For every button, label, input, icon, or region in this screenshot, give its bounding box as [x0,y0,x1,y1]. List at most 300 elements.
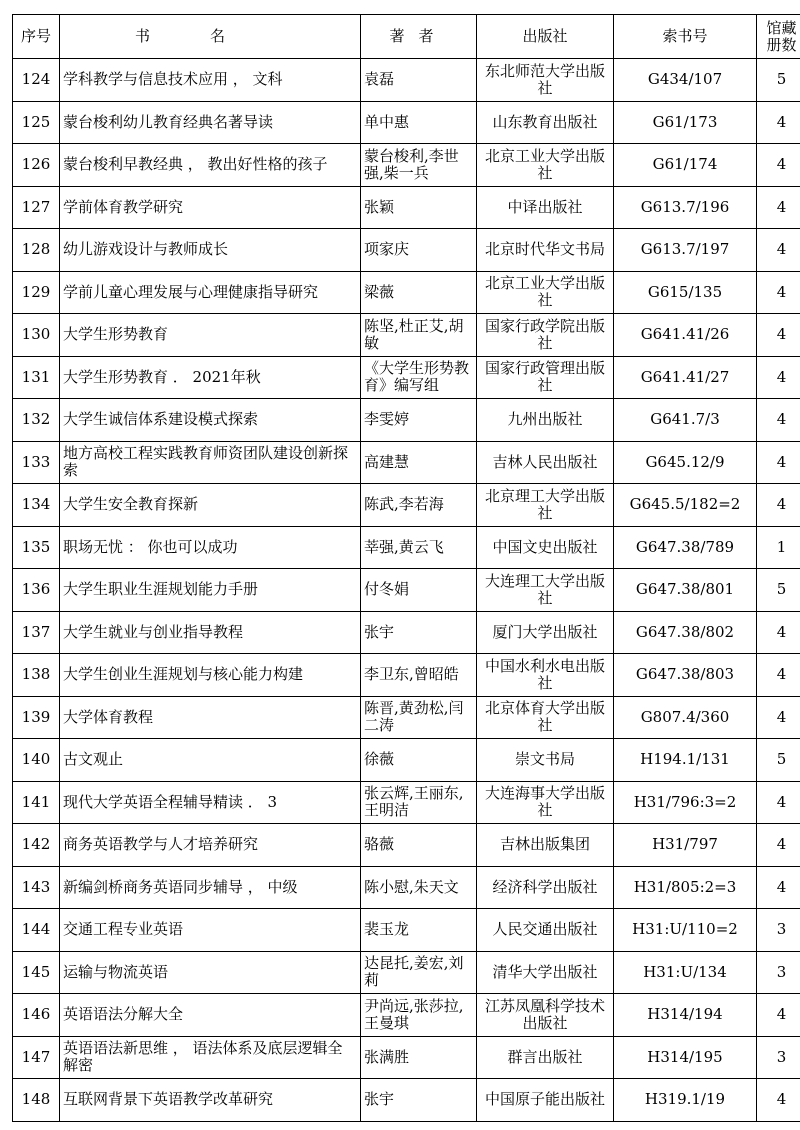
cell-no [13,1036,60,1079]
cell-no [13,994,60,1037]
cell-call-number-text: H31/797 [652,836,718,854]
cell-title-text: 古文观止 [63,751,124,769]
cell-call-number [614,441,757,484]
cell-no-text: 129 [21,283,51,301]
cell-publisher-text: 厦门大学出版社 [492,623,598,641]
cell-no [13,229,60,272]
cell-title-text: 英语语法新思维 ， 语法体系及底层逻辑全解密 [63,1040,343,1075]
cell-title-text: 学科教学与信息技术应用 ， 文科 [63,71,283,89]
cell-author [361,399,477,442]
table-row [13,399,800,442]
cell-call-number [614,1079,757,1122]
cell-no-text: 147 [21,1048,51,1066]
cell-call-number-text: G641.41/26 [640,326,730,344]
cell-no [13,271,60,314]
cell-count [757,356,800,399]
cell-title [60,654,361,697]
cell-count [757,569,800,612]
cell-publisher-text: 中国水利水电出版社 [484,657,605,692]
cell-author-text: 李卫东,曾昭皓 [364,666,459,684]
cell-publisher-text: 崇文书局 [514,751,575,769]
cell-author [361,909,477,952]
cell-author-text: 莘强,黄云飞 [364,538,444,556]
cell-publisher-text: 国家行政管理出版社 [484,360,605,395]
table-row [13,824,800,867]
cell-publisher-text: 北京工业大学出版社 [484,147,605,182]
cell-no-text: 133 [21,453,51,471]
cell-count [757,526,800,569]
cell-author [361,824,477,867]
cell-call-number-text: G645.12/9 [645,453,725,471]
cell-title [60,59,361,102]
cell-call-number-text: H31:U/110=2 [632,921,738,939]
cell-publisher [477,441,614,484]
cell-call-number [614,101,757,144]
cell-publisher-text: 国家行政学院出版社 [484,317,605,352]
table-row [13,101,800,144]
cell-title [60,1079,361,1122]
cell-publisher [477,314,614,357]
cell-publisher-text: 山东教育出版社 [492,113,598,131]
cell-author [361,654,477,697]
cell-publisher-text: 北京体育大学出版社 [484,700,605,735]
cell-title [60,1036,361,1079]
cell-author [361,314,477,357]
table-row [13,611,800,654]
cell-count [757,314,800,357]
cell-call-number-text: G615/135 [647,283,723,301]
cell-title [60,526,361,569]
cell-author [361,1079,477,1122]
cell-title-text: 互联网背景下英语教学改革研究 [63,1091,274,1109]
cell-no-text: 139 [21,708,51,726]
cell-count [757,144,800,187]
cell-call-number-text: G613.7/197 [640,241,730,259]
table-row [13,229,800,272]
cell-title-text: 大学生就业与创业指导教程 [63,623,244,641]
cell-author-text: 达昆托,姜宏,刘莉 [364,955,464,990]
cell-author-text: 项家庆 [364,241,410,259]
cell-count [757,654,800,697]
cell-no [13,611,60,654]
cell-count [757,824,800,867]
cell-call-number-text: G641.7/3 [650,411,720,429]
cell-title-text: 学前体育教学研究 [63,198,184,216]
cell-count-text: 4 [776,666,787,684]
cell-author-text: 梁薇 [364,283,395,301]
cell-publisher [477,781,614,824]
cell-no [13,739,60,782]
cell-count-text: 4 [776,156,787,174]
cell-title [60,824,361,867]
cell-no-text: 135 [21,538,51,556]
table-row [13,951,800,994]
table-row [13,526,800,569]
cell-call-number [614,271,757,314]
cell-call-number [614,654,757,697]
cell-no-text: 131 [21,368,51,386]
cell-title-text: 交通工程专业英语 [63,921,184,939]
cell-count [757,1079,800,1122]
cell-no-text: 124 [21,71,51,89]
cell-title [60,144,361,187]
cell-title [60,186,361,229]
cell-publisher-text: 北京理工大学出版社 [484,487,605,522]
cell-call-number [614,484,757,527]
cell-publisher [477,909,614,952]
table-row [13,1079,800,1122]
cell-count-text: 4 [776,708,787,726]
cell-publisher-text: 人民交通出版社 [492,921,598,939]
cell-no [13,144,60,187]
cell-count-text: 5 [776,71,787,89]
cell-count-text: 4 [776,198,787,216]
cell-title-text: 大学生诚信体系建设模式探索 [63,411,259,429]
cell-publisher [477,271,614,314]
cell-no [13,186,60,229]
cell-count [757,441,800,484]
cell-no [13,59,60,102]
cell-publisher [477,101,614,144]
cell-title-text: 现代大学英语全程辅导精读 ． 3 [63,793,278,811]
cell-publisher [477,994,614,1037]
cell-author [361,569,477,612]
cell-author [361,101,477,144]
cell-call-number [614,824,757,867]
cell-author-text: 陈武,李若海 [364,496,444,514]
cell-count-text: 3 [776,1048,787,1066]
cell-count-text: 4 [776,368,787,386]
cell-publisher-text: 清华大学出版社 [492,963,598,981]
cell-call-number [614,1036,757,1079]
cell-no [13,1079,60,1122]
cell-title [60,229,361,272]
cell-no-text: 137 [21,623,51,641]
cell-call-number-text: H31/796:3=2 [633,793,737,811]
cell-count-text: 5 [776,581,787,599]
cell-no [13,314,60,357]
cell-count-text: 4 [776,326,787,344]
cell-call-number [614,229,757,272]
cell-call-number-text: H314/194 [647,1006,723,1024]
table-row [13,59,800,102]
cell-call-number [614,866,757,909]
cell-count [757,484,800,527]
cell-call-number [614,399,757,442]
cell-publisher-text: 吉林出版集团 [499,836,590,854]
cell-count [757,696,800,739]
cell-author-text: 尹尚远,张莎拉,王曼琪 [364,997,464,1032]
table-row [13,314,800,357]
cell-title-text: 商务英语教学与人才培养研究 [63,836,259,854]
cell-author-text: 陈坚,杜正艾,胡敏 [364,317,464,352]
cell-count [757,399,800,442]
cell-author-text: 裴玉龙 [364,921,410,939]
table-row [13,739,800,782]
cell-title-text: 大学生形势教育 ． 2021年秋 [63,368,261,386]
cell-author [361,1036,477,1079]
cell-count-text: 3 [776,963,787,981]
cell-call-number-text: G641.41/27 [640,368,730,386]
cell-title-text: 地方高校工程实践教育师资团队建设创新探索 [63,445,349,480]
table-header [13,15,800,59]
cell-no [13,526,60,569]
cell-title-text: 大学生安全教育探新 [63,496,199,514]
cell-author [361,229,477,272]
cell-no-text: 134 [21,496,51,514]
cell-call-number [614,526,757,569]
cell-call-number-text: H31/805:2=3 [633,878,737,896]
cell-title [60,484,361,527]
cell-publisher [477,611,614,654]
cell-call-number-text: G807.4/360 [640,708,730,726]
cell-call-number [614,356,757,399]
cell-author [361,441,477,484]
cell-publisher [477,1036,614,1079]
cell-count [757,611,800,654]
table-row [13,696,800,739]
cell-call-number-text: H319.1/19 [644,1091,726,1109]
cell-call-number-text: G613.7/196 [640,198,730,216]
cell-author-text: 张宇 [364,1091,395,1109]
cell-no [13,824,60,867]
cell-call-number [614,781,757,824]
cell-call-number-text: G647.38/802 [635,623,735,641]
cell-title [60,314,361,357]
table-row [13,1036,800,1079]
cell-title-text: 蒙台梭利早教经典 ， 教出好性格的孩子 [63,156,328,174]
cell-author [361,696,477,739]
cell-count-text: 4 [776,878,787,896]
cell-call-number [614,909,757,952]
cell-title-text: 大学生形势教育 [63,326,169,344]
cell-no-text: 127 [21,198,51,216]
cell-count-text: 4 [776,1006,787,1024]
cell-no [13,654,60,697]
cell-author-text: 蒙台梭利,李世强,柴一兵 [364,147,459,182]
cell-count [757,229,800,272]
cell-title [60,569,361,612]
cell-no-text: 144 [21,921,51,939]
cell-count [757,739,800,782]
header-call-number: 索书号 [614,15,757,59]
cell-author [361,526,477,569]
cell-title [60,951,361,994]
cell-call-number [614,314,757,357]
cell-author-text: 袁磊 [364,71,395,89]
cell-title-text: 幼儿游戏设计与教师成长 [63,241,229,259]
cell-publisher [477,144,614,187]
cell-title-text: 大学体育教程 [63,708,154,726]
cell-publisher [477,654,614,697]
cell-call-number-text: G647.38/801 [635,581,735,599]
cell-author [361,994,477,1037]
cell-no-text: 145 [21,963,51,981]
cell-no [13,781,60,824]
cell-count-text: 4 [776,241,787,259]
cell-publisher [477,696,614,739]
book-catalog-table [12,14,800,1122]
cell-no [13,484,60,527]
cell-title-text: 蒙台梭利幼儿教育经典名著导读 [63,113,274,131]
cell-no-text: 136 [21,581,51,599]
cell-call-number [614,569,757,612]
cell-author-text: 陈小慰,朱天文 [364,878,459,896]
cell-count [757,271,800,314]
cell-author-text: 高建慧 [364,453,410,471]
cell-count [757,781,800,824]
table-row [13,271,800,314]
cell-author-text: 张宇 [364,623,395,641]
cell-count-text: 4 [776,453,787,471]
cell-title [60,781,361,824]
cell-author [361,59,477,102]
cell-call-number [614,739,757,782]
table-row [13,186,800,229]
cell-no-text: 125 [21,113,51,131]
cell-count-text: 4 [776,623,787,641]
cell-author [361,951,477,994]
cell-call-number [614,951,757,994]
cell-no [13,356,60,399]
cell-no-text: 148 [21,1091,51,1109]
header-publisher: 出版社 [477,15,614,59]
cell-publisher [477,569,614,612]
cell-count-text: 4 [776,793,787,811]
table-row [13,356,800,399]
cell-call-number [614,696,757,739]
cell-author [361,484,477,527]
cell-count [757,186,800,229]
cell-publisher-text: 江苏凤凰科学技术出版社 [484,997,605,1032]
cell-count [757,59,800,102]
cell-publisher [477,399,614,442]
cell-no-text: 143 [21,878,51,896]
cell-author-text: 骆薇 [364,836,395,854]
cell-title [60,696,361,739]
cell-count [757,909,800,952]
cell-call-number [614,994,757,1037]
cell-publisher-text: 中国原子能出版社 [484,1091,605,1109]
cell-no-text: 142 [21,836,51,854]
cell-no-text: 126 [21,156,51,174]
header-row [13,15,800,59]
cell-count [757,866,800,909]
cell-call-number-text: G647.38/789 [635,538,735,556]
table-row [13,654,800,697]
cell-author-text: 《大学生形势教育》编写组 [364,360,470,395]
cell-count-text: 4 [776,411,787,429]
cell-no [13,441,60,484]
cell-call-number-text: G61/174 [652,156,718,174]
cell-title-text: 大学生职业生涯规划能力手册 [63,581,259,599]
cell-call-number-text: G645.5/182=2 [629,496,741,514]
header-no: 序号 [13,15,60,59]
cell-publisher [477,1079,614,1122]
cell-author [361,866,477,909]
cell-title [60,909,361,952]
cell-publisher [477,866,614,909]
cell-author-text: 付冬娟 [364,581,410,599]
table-row [13,909,800,952]
cell-no-text: 141 [21,793,51,811]
table-row [13,441,800,484]
cell-author-text: 徐薇 [364,751,395,769]
cell-no [13,101,60,144]
cell-call-number [614,144,757,187]
cell-no [13,909,60,952]
table-body [13,59,800,1122]
cell-publisher-text: 吉林人民出版社 [492,453,598,471]
cell-count-text: 4 [776,1091,787,1109]
cell-title [60,739,361,782]
cell-title-text: 英语语法分解大全 [63,1006,184,1024]
cell-author [361,144,477,187]
cell-publisher [477,824,614,867]
cell-publisher [477,484,614,527]
cell-count-text: 4 [776,283,787,301]
cell-no-text: 138 [21,666,51,684]
cell-title [60,994,361,1037]
cell-author-text: 张云辉,王丽东,王明洁 [364,785,464,820]
cell-author-text: 单中惠 [364,113,410,131]
cell-title-text: 大学生创业生涯规划与核心能力构建 [63,666,304,684]
table-row [13,994,800,1037]
cell-no [13,696,60,739]
cell-count-text: 4 [776,836,787,854]
cell-publisher-text: 北京时代华文书局 [484,241,605,259]
cell-title [60,611,361,654]
cell-call-number-text: G647.38/803 [635,666,735,684]
cell-call-number-text: G61/173 [652,113,718,131]
cell-publisher [477,186,614,229]
cell-no-text: 146 [21,1006,51,1024]
cell-publisher-text: 大连海事大学出版社 [484,785,605,820]
header-title: 书名 [60,15,361,59]
cell-publisher-text: 九州出版社 [507,411,583,429]
cell-author [361,781,477,824]
cell-call-number-text: H194.1/131 [640,751,730,769]
cell-no-text: 130 [21,326,51,344]
cell-call-number [614,611,757,654]
cell-no [13,951,60,994]
cell-title [60,356,361,399]
cell-no-text: 128 [21,241,51,259]
cell-publisher-text: 群言出版社 [507,1048,583,1066]
cell-call-number [614,186,757,229]
table-row [13,866,800,909]
cell-author-text: 李雯婷 [364,411,410,429]
cell-call-number [614,59,757,102]
cell-no [13,866,60,909]
cell-title [60,399,361,442]
cell-publisher-text: 中译出版社 [507,198,583,216]
cell-count [757,1036,800,1079]
cell-title-text: 职场无忧 ： 你也可以成功 [63,538,238,556]
cell-publisher-text: 经济科学出版社 [492,878,598,896]
table-row [13,484,800,527]
cell-title [60,101,361,144]
cell-count [757,951,800,994]
cell-call-number-text: H314/195 [647,1048,723,1066]
cell-count [757,101,800,144]
cell-count [757,994,800,1037]
cell-publisher [477,229,614,272]
cell-publisher-text: 中国文史出版社 [492,538,598,556]
cell-no-text: 132 [21,411,51,429]
cell-no [13,399,60,442]
cell-publisher-text: 东北师范大学出版社 [484,62,605,97]
